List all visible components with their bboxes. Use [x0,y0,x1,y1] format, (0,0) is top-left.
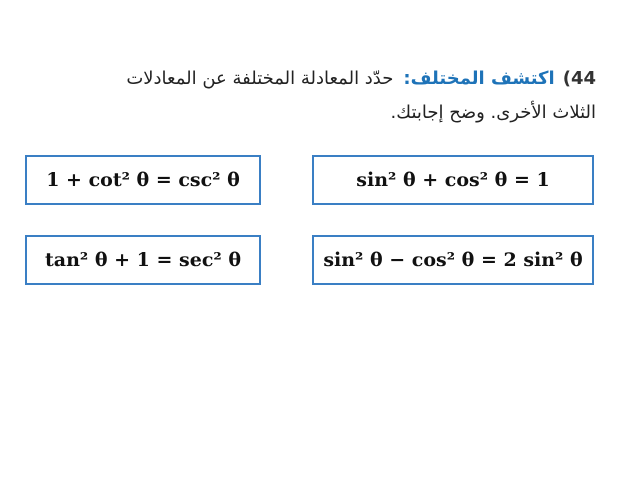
question-line-2: الثلاث الأخرى. وضح إجابتك. [390,102,596,123]
option-top-right[interactable] [312,155,594,205]
question-number: 44) [562,68,596,89]
option-bottom-right[interactable] [312,235,594,285]
equation-cot-csc: 1 + cot² θ = csc² θ [46,169,240,191]
option-top-left[interactable] [25,155,261,205]
question-instruction: حدّد المعادلة المختلفة عن المعادلات [126,68,394,89]
equation-tan-sec: tan² θ + 1 = sec² θ [45,249,241,271]
question-label: اكتشف المختلف: [403,68,555,89]
option-bottom-left[interactable] [25,235,261,285]
equation-sin-cos-sum: sin² θ + cos² θ = 1 [356,169,550,191]
question-text [56,62,596,130]
question-line-1 [56,62,596,96]
equation-sin-cos-difference: sin² θ − cos² θ = 2 sin² θ [323,249,583,271]
